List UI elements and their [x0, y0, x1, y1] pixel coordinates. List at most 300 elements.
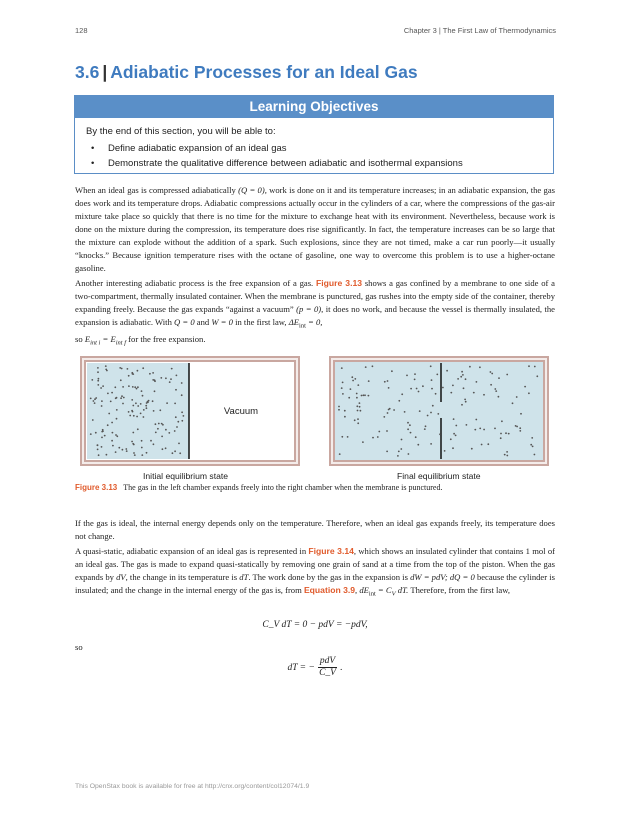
- gas-molecule-dot: [132, 405, 134, 407]
- paragraph-2: [75, 277, 555, 349]
- gas-molecule-dot: [98, 454, 100, 456]
- gas-molecule-dot: [181, 411, 183, 413]
- gas-molecule-dot: [359, 402, 361, 404]
- gas-molecule-dot: [455, 425, 457, 427]
- gas-molecule-dot: [342, 393, 344, 395]
- gas-molecule-dot: [112, 432, 114, 434]
- gas-molecule-dot: [123, 397, 125, 399]
- so-line: [75, 641, 555, 654]
- gas-molecule-dot: [384, 381, 386, 383]
- gas-molecule-dot: [102, 385, 104, 387]
- gas-molecule-dot: [361, 395, 363, 397]
- gas-molecule-dot: [107, 424, 109, 426]
- gas-molecule-dot: [481, 444, 483, 446]
- list-item: • Define adiabatic expansion of an ideal gas: [86, 143, 542, 154]
- gas-molecule-dot: [153, 410, 155, 412]
- gas-molecule-dot: [501, 420, 503, 422]
- gas-molecule-dot: [462, 374, 464, 376]
- learning-objectives-body: [75, 118, 553, 169]
- gas-molecule-dot: [357, 384, 359, 386]
- gas-molecule-dot: [110, 401, 112, 403]
- gas-molecule-dot: [115, 434, 117, 436]
- gas-molecule-dot: [534, 454, 536, 456]
- gas-molecule-dot: [505, 432, 507, 434]
- gas-molecule-dot: [92, 419, 94, 421]
- math-subscript: int: [299, 322, 306, 330]
- gas-molecule-dot: [519, 430, 521, 432]
- gas-molecule-dot: [388, 387, 390, 389]
- gas-molecule-dot: [152, 379, 154, 381]
- paragraph-3: [75, 517, 555, 543]
- gas-molecule-dot: [136, 388, 138, 390]
- gas-molecule-dot: [495, 390, 497, 392]
- gas-molecule-dot: [436, 374, 438, 376]
- gas-molecule-dot: [437, 413, 439, 415]
- gas-molecule-dot: [483, 429, 485, 431]
- list-item: • Demonstrate the qualitative difference between adiabatic and isothermal expansions: [86, 158, 542, 169]
- gas-molecule-dot: [131, 441, 133, 443]
- gas-molecule-dot: [365, 366, 367, 368]
- gas-molecule-dot: [341, 387, 343, 389]
- learning-objectives-list: [86, 143, 542, 169]
- gas-molecule-dot: [183, 415, 185, 417]
- gas-molecule-dot: [181, 420, 183, 422]
- gas-molecule-dot: [100, 387, 102, 389]
- paragraph-4: A quasi-static, adiabatic expansion of an ideal gas is represented in Figure 3.14, which shows an insulated cylinder that contains 1 mol of an ideal gas. The gas is made to expand quasi-statically by removing one grain of sand at a time from the top of the piston. When the gas expands by dV, the change in its temperature is dT. The work done by the gas in the expansion is dW = pdV; dQ = 0 because the cylinder is insulated; and the change in the internal energy of the gas is, from Equation 3.9, $dE_{int} = C_V$ dT. Therefore, from the first law,: [75, 546, 555, 598]
- math-inline: W = 0: [211, 317, 233, 327]
- gas-molecule-dot: [165, 447, 167, 449]
- gas-molecule-dot: [162, 448, 164, 450]
- gas-molecule-dot: [356, 405, 358, 407]
- gas-molecule-dot: [442, 387, 444, 389]
- gas-molecule-dot: [359, 406, 361, 408]
- learning-objectives-intro: By the end of this section, you will be able to:: [86, 126, 276, 137]
- gas-molecule-dot: [116, 418, 118, 420]
- equation-2-body: [287, 656, 342, 679]
- paragraph-text: If the gas is ideal, the internal energy depends only on the temperature. Therefore, when an ideal gas expands freely, its temperature does not change.: [75, 518, 555, 541]
- gas-molecule-dot: [135, 402, 137, 404]
- gas-molecule-dot: [519, 427, 521, 429]
- gas-molecule-dot: [498, 377, 500, 379]
- gas-molecule-dot: [354, 378, 356, 380]
- gas-molecule-dot: [101, 446, 103, 448]
- gas-molecule-dot: [410, 432, 412, 434]
- gas-molecule-dot: [121, 368, 123, 370]
- gas-molecule-dot: [102, 429, 104, 431]
- paragraph-text: When an ideal gas is compressed adiabatically: [75, 185, 236, 195]
- equation-2: [75, 656, 555, 679]
- math-inline: dV: [116, 572, 126, 582]
- equation-link[interactable]: Equation 3.9: [303, 585, 356, 595]
- gas-molecule-dot: [157, 428, 159, 430]
- math-inline: (Q = 0),: [238, 185, 267, 195]
- gas-molecule-dot: [169, 381, 171, 383]
- gas-molecule-dot: [397, 455, 399, 457]
- paragraph-text: because the cylinder is insulated; and the change in the internal energy of the gas is, from: [75, 572, 555, 595]
- gas-molecule-dot: [530, 444, 532, 446]
- gas-molecule-dot: [508, 433, 510, 435]
- gas-molecule-dot: [469, 366, 471, 368]
- gas-molecule-dot: [116, 397, 118, 399]
- gas-molecule-dot: [372, 365, 374, 367]
- gas-molecule-dot: [351, 376, 353, 378]
- gas-molecule-dot: [406, 375, 408, 377]
- gas-molecule-dot: [360, 410, 362, 412]
- math-subscript: int i: [90, 339, 101, 347]
- fraction-denominator: C_V: [319, 668, 336, 678]
- gas-molecule-dot: [424, 428, 426, 430]
- equation-end: .: [340, 662, 343, 673]
- gas-molecule-dot: [344, 410, 346, 412]
- gas-molecule-dot: [101, 400, 103, 402]
- gas-molecule-dot: [474, 429, 476, 431]
- math-inline: (p = 0): [296, 304, 322, 314]
- gas-molecule-dot: [483, 394, 485, 396]
- gas-molecule-dot: [175, 416, 177, 418]
- gas-molecule-dot: [457, 378, 459, 380]
- paragraph-text: . The work done by the gas in the expansion is: [248, 572, 408, 582]
- gas-molecule-dot: [455, 435, 457, 437]
- gas-molecule-dot: [174, 430, 176, 432]
- section-separator: |: [102, 62, 108, 82]
- gas-molecule-dot: [105, 365, 107, 367]
- gas-molecule-dot: [150, 440, 152, 442]
- learning-objectives-box: [74, 95, 554, 174]
- gas-molecule-dot: [143, 409, 145, 411]
- math-part: ΔE: [288, 317, 300, 327]
- gas-molecule-dot: [146, 452, 148, 454]
- gas-molecule-dot: [404, 411, 406, 413]
- gas-molecule-dot: [98, 378, 100, 380]
- gas-molecule-dot: [347, 436, 349, 438]
- gas-molecule-dot: [414, 379, 416, 381]
- paragraph-text: so: [75, 333, 83, 344]
- gas-molecule-dot: [159, 409, 161, 411]
- gas-molecule-dot: [520, 413, 522, 415]
- gas-molecule-dot: [506, 451, 508, 453]
- gas-molecule-dot: [120, 397, 122, 399]
- gas-molecule-dot: [419, 410, 421, 412]
- gas-molecule-dot: [137, 405, 139, 407]
- gas-molecule-dot: [131, 399, 133, 401]
- gas-molecule-dot: [435, 393, 437, 395]
- initial-container-illustration: [80, 356, 300, 466]
- gas-molecule-dot: [400, 448, 402, 450]
- gas-molecule-dot: [122, 403, 124, 405]
- paragraph-text: A quasi-static, adiabatic expansion of an ideal gas is represented in: [75, 546, 307, 556]
- gas-molecule-dot: [408, 453, 410, 455]
- gas-molecule-dot: [466, 424, 468, 426]
- gas-molecule-dot: [101, 437, 103, 439]
- gas-molecule-dot: [430, 412, 432, 414]
- gas-molecule-dot: [136, 416, 138, 418]
- gas-molecule-dot: [90, 398, 92, 400]
- gas-molecule-dot: [176, 375, 178, 377]
- gas-molecule-dot: [427, 415, 429, 417]
- gas-molecule-dot: [417, 444, 419, 446]
- gas-molecule-dot: [128, 375, 130, 377]
- gas-molecule-dot: [383, 416, 385, 418]
- gas-molecule-dot: [97, 449, 99, 451]
- gas-molecule-dot: [120, 379, 122, 381]
- gas-molecule-dot: [356, 397, 358, 399]
- gas-molecule-dot: [432, 405, 434, 407]
- gas-molecule-dot: [463, 387, 465, 389]
- gas-molecule-dot: [416, 388, 418, 390]
- gas-molecule-dot: [165, 429, 167, 431]
- gas-molecule-dot: [94, 398, 96, 400]
- gas-molecule-dot: [357, 418, 359, 420]
- math-part: E: [84, 333, 91, 344]
- math-inline: dW = pdV; dQ = 0: [410, 572, 475, 582]
- gas-molecule-dot: [387, 412, 389, 414]
- figure-link[interactable]: Figure 3.13: [316, 278, 363, 288]
- gas-molecule-dot: [140, 403, 142, 405]
- fraction: [318, 656, 337, 679]
- gas-molecule-dot: [494, 428, 496, 430]
- gas-molecule-dot: [430, 443, 432, 445]
- gas-molecule-dot: [418, 391, 420, 393]
- gas-molecule-dot: [498, 396, 500, 398]
- gas-molecule-dot: [90, 433, 92, 435]
- gas-molecule-dot: [410, 388, 412, 390]
- gas-molecule-dot: [357, 410, 359, 412]
- section-title-text: Adiabatic Processes for an Ideal Gas: [110, 62, 418, 82]
- gas-molecule-dot: [132, 373, 134, 375]
- gas-molecule-dot: [368, 380, 370, 382]
- gas-molecule-dot: [97, 367, 99, 369]
- gas-molecule-dot: [401, 393, 403, 395]
- gas-molecule-dot: [341, 436, 343, 438]
- gas-molecule-dot: [132, 432, 134, 434]
- gas-molecule-dot: [354, 419, 356, 421]
- gas-molecule-dot: [500, 433, 502, 435]
- gas-molecule-dot: [161, 423, 163, 425]
- gas-molecule-dot: [95, 432, 97, 434]
- gas-molecule-dot: [122, 386, 124, 388]
- gas-molecule-dot: [141, 390, 143, 392]
- gas-molecule-dot: [453, 418, 455, 420]
- gas-molecule-dot: [450, 392, 452, 394]
- gas-molecule-dot: [133, 452, 135, 454]
- gas-molecule-dot: [377, 436, 379, 438]
- paragraph-text: Another interesting adiabatic process is the free expansion of a gas.: [75, 278, 314, 288]
- math-inline: [359, 585, 409, 598]
- gas-molecule-dot: [112, 445, 114, 447]
- gas-molecule-dot: [439, 433, 441, 435]
- math-inline: dT: [239, 572, 249, 582]
- gas-molecule-dot: [127, 368, 129, 370]
- gas-molecule-dot: [461, 371, 463, 373]
- gas-molecule-dot: [524, 386, 526, 388]
- gas-molecule-dot: [407, 428, 409, 430]
- math-part: = E: [100, 333, 116, 344]
- gas-molecule-dot: [152, 400, 154, 402]
- gas-molecule-dot: [368, 395, 370, 397]
- math-inline: [84, 333, 127, 347]
- paragraph-text: Therefore, from the first law,: [410, 585, 510, 595]
- math-part: = C: [375, 585, 392, 595]
- initial-state-label: Initial equilibrium state: [143, 471, 229, 481]
- gas-molecule-dot: [393, 409, 395, 411]
- gas-molecule-dot: [487, 443, 489, 445]
- gas-molecule-dot: [114, 386, 116, 388]
- gas-molecule-dot: [490, 384, 492, 386]
- gas-molecule-dot: [515, 425, 517, 427]
- gas-molecule-dot: [94, 402, 96, 404]
- gas-molecule-dot: [476, 381, 478, 383]
- gas-molecule-dot: [398, 451, 400, 453]
- gas-molecule-dot: [168, 432, 170, 434]
- gas-molecule-dot: [134, 454, 136, 456]
- gas-molecule-dot: [97, 380, 99, 382]
- gas-molecule-dot: [536, 375, 538, 377]
- math-subscript: int: [368, 590, 376, 598]
- gas-molecule-dot: [154, 380, 156, 382]
- caption-label: Figure 3.13: [75, 483, 118, 492]
- gas-molecule-dot: [352, 380, 354, 382]
- gas-molecule-dot: [174, 450, 176, 452]
- gas-molecule-dot: [471, 448, 473, 450]
- gas-molecule-dot: [465, 401, 467, 403]
- gas-molecule-dot: [444, 450, 446, 452]
- gas-molecule-dot: [149, 373, 151, 375]
- gas-molecule-dot: [465, 378, 467, 380]
- gas-molecule-dot: [342, 382, 344, 384]
- equation-lhs: dT = −: [287, 662, 315, 673]
- gas-molecule-dot: [91, 379, 93, 381]
- paragraph-1: [75, 184, 555, 275]
- gas-molecule-dot: [131, 410, 133, 412]
- gas-molecule-dot: [142, 367, 144, 369]
- gas-molecule-dot: [500, 437, 502, 439]
- gas-molecule-dot: [386, 451, 388, 453]
- equation-1: C_V dT = 0 − pdV = −pdV,: [262, 620, 368, 630]
- fraction-numerator: pdV: [319, 656, 336, 666]
- gas-molecule-dot: [425, 425, 427, 427]
- gas-molecule-dot: [153, 443, 155, 445]
- gas-molecule-dot: [431, 388, 433, 390]
- gas-molecule-dot: [101, 405, 103, 407]
- gas-molecule-dot: [128, 385, 130, 387]
- gas-molecule-dot: [475, 419, 477, 421]
- gas-molecule-dot: [122, 449, 124, 451]
- gas-molecule-dot: [161, 436, 163, 438]
- gas-molecule-dot: [372, 437, 374, 439]
- gas-molecule-dot: [363, 394, 365, 396]
- chapter-header: Chapter 3 | The First Law of Thermodynamics: [403, 26, 556, 35]
- gas-molecule-dot: [125, 448, 127, 450]
- learning-objectives-heading: Learning Objectives: [75, 96, 553, 118]
- gas-molecule-dot: [398, 400, 400, 402]
- gas-molecule-dot: [171, 368, 173, 370]
- gas-molecule-dot: [453, 433, 455, 435]
- footer-text: This OpenStax book is available for free at http://cnx.org/content/col12074/1.9: [75, 783, 310, 790]
- gas-molecule-dot: [344, 416, 346, 418]
- gas-molecule-dot: [431, 379, 433, 381]
- gas-molecule-dot: [339, 453, 341, 455]
- gas-molecule-dot: [407, 422, 409, 424]
- gas-molecule-dot: [460, 376, 462, 378]
- paragraph-text: , which shows an insulated cylinder that contains 1 mol of an ideal gas. The gas is made to expand quasi-statically by removing one grain of sand at a time from the top of the piston. When the gas expands by: [75, 546, 555, 582]
- gas-molecule-dot: [175, 389, 177, 391]
- gas-molecule-dot: [388, 409, 390, 411]
- gas-molecule-dot: [107, 393, 109, 395]
- gas-molecule-dot: [490, 371, 492, 373]
- gas-filled-interior: [335, 362, 543, 460]
- gas-molecule-dot: [506, 455, 508, 457]
- gas-molecule-dot: [534, 366, 536, 368]
- paragraph-text: in the first law,: [235, 317, 287, 327]
- gas-molecule-dot: [494, 388, 496, 390]
- gas-molecule-dot: [176, 426, 178, 428]
- gas-molecule-dot: [160, 377, 162, 379]
- paragraph-text: shows a gas confined by a membrane to one side of a two-compartment, thermally insulated container. When the membrane is punctured, gas rushes into the empty side of the container, thereby expanding freely. Because the gas expands “against a vacuum”: [75, 278, 555, 314]
- gas-molecule-dot: [532, 446, 534, 448]
- gas-molecule-dot: [137, 370, 139, 372]
- paragraph-text: , it does no work, and because the vessel is thermally insulated, the expansion is adiabatic. With: [75, 304, 555, 327]
- gas-molecule-dot: [528, 392, 530, 394]
- page-number: 128: [75, 26, 88, 35]
- gas-molecule-dot: [116, 435, 118, 437]
- gas-molecule-dot: [132, 443, 134, 445]
- gas-molecule-dot: [174, 403, 176, 405]
- gas-molecule-dot: [464, 399, 466, 401]
- gas-molecule-dot: [531, 437, 533, 439]
- gas-molecule-dot: [142, 395, 144, 397]
- math-subscript: int f: [115, 339, 127, 347]
- gas-molecule-dot: [128, 411, 130, 413]
- paragraph-text: , the change in its temperature is: [125, 572, 238, 582]
- gas-molecule-dot: [473, 392, 475, 394]
- gas-molecule-dot: [170, 378, 172, 380]
- gas-molecule-dot: [516, 396, 518, 398]
- gas-molecule-dot: [422, 385, 424, 387]
- paragraph-text: and: [196, 317, 210, 327]
- gas-molecule-dot: [491, 373, 493, 375]
- gas-molecule-dot: [105, 369, 107, 371]
- gas-molecule-dot: [111, 392, 113, 394]
- gas-molecule-dot: [409, 424, 411, 426]
- gas-molecule-dot: [145, 405, 147, 407]
- gas-molecule-dot: [104, 435, 106, 437]
- gas-molecule-dot: [479, 366, 481, 368]
- gas-chamber-left: [87, 363, 189, 459]
- math-part: dE: [359, 585, 369, 595]
- gas-molecule-dot: [132, 386, 134, 388]
- gas-molecule-dot: [338, 409, 340, 411]
- gas-molecule-dot: [152, 372, 154, 374]
- gas-molecule-dot: [378, 431, 380, 433]
- gas-molecule-dot: [111, 440, 113, 442]
- gas-molecule-dot: [414, 373, 416, 375]
- gas-molecule-dot: [401, 439, 403, 441]
- vacuum-label: Vacuum: [223, 406, 259, 417]
- gas-molecule-dot: [108, 413, 110, 415]
- gas-molecule-dot: [356, 393, 358, 395]
- gas-molecule-dot: [430, 365, 432, 367]
- gas-molecule-dot: [386, 430, 388, 432]
- gas-molecule-dot: [126, 450, 128, 452]
- gas-molecule-dot: [452, 447, 454, 449]
- figure-link[interactable]: Figure 3.14: [308, 546, 354, 556]
- gas-molecule-dot: [140, 413, 142, 415]
- gas-molecule-dot: [115, 451, 117, 453]
- section-title: [75, 62, 555, 83]
- gas-molecule-dot: [134, 386, 136, 388]
- gas-molecule-dot: [364, 394, 366, 396]
- gas-molecule-dot: [350, 388, 352, 390]
